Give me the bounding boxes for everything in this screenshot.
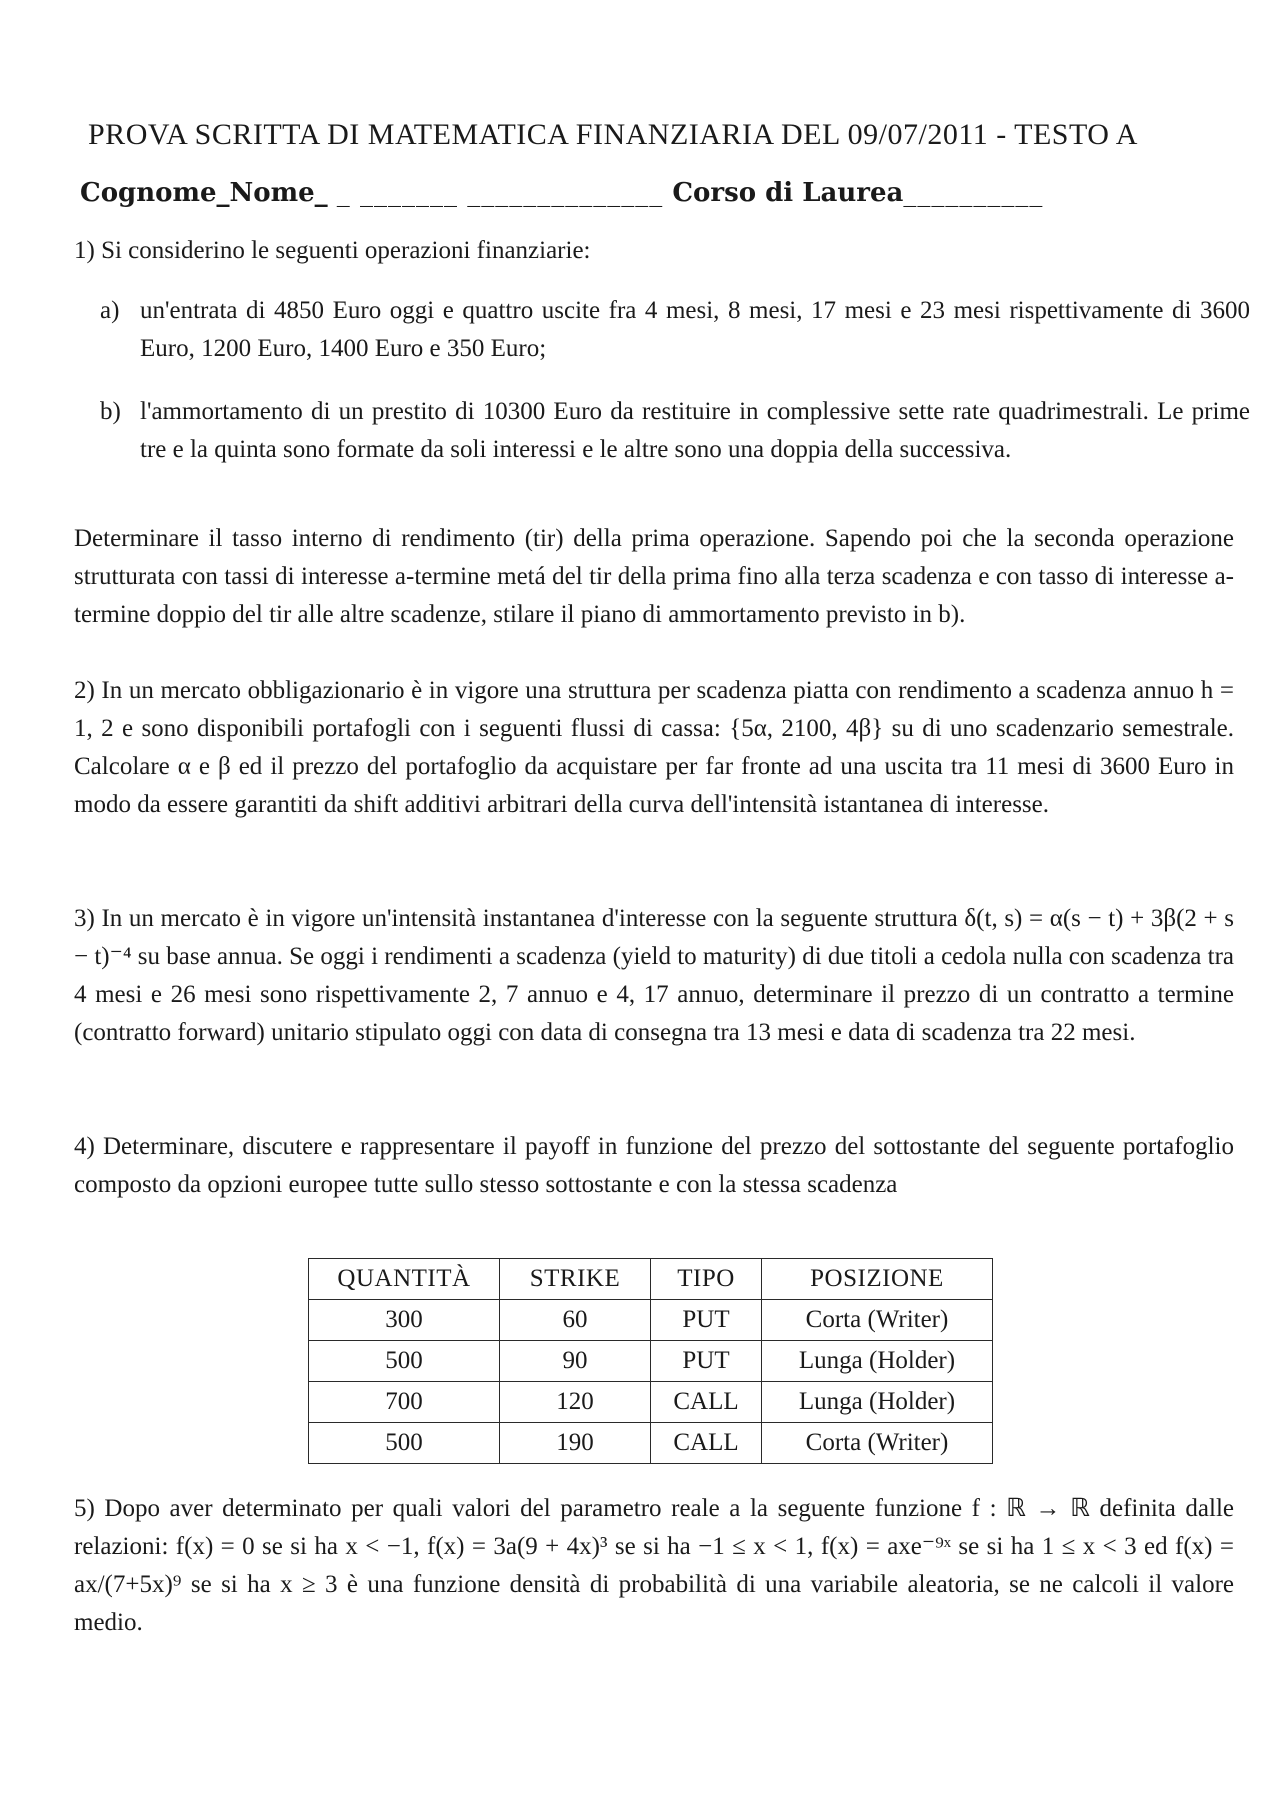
table-row [309, 1382, 993, 1423]
q4-text: 4) Determinare, discutere e rappresentare il payoff in funzione del prezzo del sottostante del seguente portafoglio composto da opzioni europee tutte sullo stesso sottostante e con la stessa scadenza [74, 1133, 1234, 1198]
cell-quantity: 500 [309, 1341, 500, 1382]
options-table [308, 1258, 993, 1464]
course-blank: __________ [903, 178, 1044, 208]
q1-item-a [100, 292, 1250, 368]
header-strike: STRIKE [500, 1259, 651, 1300]
header-type: TIPO [651, 1259, 762, 1300]
q1-intro: 1) Si considerino le seguenti operazioni finanziarie: [74, 237, 591, 264]
q2-text: 2) In un mercato obbligazionario è in vigore una struttura per scadenza piatta con rendimento a scadenza annuo h = 1, 2 e sono disponibili portafogli con i seguenti flussi di cassa: {5α, 2100, 4β} su di uno scadenzario semestrale. Calcolare α e β ed il prezzo del portafoglio da acquistare per far fronte ad una uscita tra 11 mesi di 3600 Euro in modo da essere garantiti da shift additivi arbitrari della curva dell'intensità istantanea di interesse. [74, 677, 1234, 818]
q1-body: Determinare il tasso interno di rendimento (tir) della prima operazione. Sapendo poi che la seconda operazione strutturata con tassi di interesse a-termine metá del tir della prima fino alla terza scadenza e con tasso di interesse a-termine doppio del tir alle altre scadenze, stilare il piano di ammortamento previsto in b). [74, 525, 1234, 628]
name-blank: _ _______ ______________ [336, 178, 664, 208]
q1-b-label: b) [100, 398, 121, 425]
q1-item-b [100, 393, 1250, 469]
name-label: Cognome_Nome_ [80, 178, 328, 208]
q3-text: 3) In un mercato è in vigore un'intensità instantanea d'interesse con la seguente struttura δ(t, s) = α(s − t) + 3β(2 + s − t)⁻⁴ su base annua. Se oggi i rendimenti a scadenza (yield to maturity) di due titoli a cedola nulla con scadenza tra 4 mesi e 26 mesi sono rispettivamente 2, 7 annuo e 4, 17 annuo, determinare il prezzo di un contratto a termine (contratto forward) unitario stipulato oggi con data di consegna tra 13 mesi e data di scadenza tra 22 mesi. [74, 905, 1234, 1046]
q1-b-text: l'ammortamento di un prestito di 10300 Euro da restituire in complessive sette rate quadrimestrali. Le prime tre e la quinta sono formate da soli interessi e le altre sono una doppia della successiva. [140, 398, 1250, 463]
table-row [309, 1423, 993, 1464]
cell-type: PUT [651, 1341, 762, 1382]
cell-strike: 60 [500, 1300, 651, 1341]
table-row [309, 1341, 993, 1382]
header-quantity: QUANTITÀ [309, 1259, 500, 1300]
cell-strike: 190 [500, 1423, 651, 1464]
cell-quantity: 500 [309, 1423, 500, 1464]
cell-strike: 120 [500, 1382, 651, 1423]
cell-position: Corta (Writer) [762, 1300, 993, 1341]
cell-quantity: 300 [309, 1300, 500, 1341]
cell-type: CALL [651, 1423, 762, 1464]
options-table-wrap [308, 1258, 993, 1464]
table-header-row [309, 1259, 993, 1300]
cell-position: Lunga (Holder) [762, 1382, 993, 1423]
cell-strike: 90 [500, 1341, 651, 1382]
cell-position: Lunga (Holder) [762, 1341, 993, 1382]
table-row [309, 1300, 993, 1341]
cell-type: CALL [651, 1382, 762, 1423]
q5-text: 5) Dopo aver determinato per quali valori del parametro reale a la seguente funzione f : ℝ → ℝ definita dalle relazioni: f(x) = 0 se si ha x < −1, f(x) = 3a(9 + 4x)³ se si ha −1 ≤ x < 1, f(x) = axe⁻⁹ˣ se si ha 1 ≤ x < 3 ed f(x) = ax/(7+5x)⁹ se si ha x ≥ 3 è una funzione densità di probabilità di una variabile aleatoria, se ne calcoli il valore medio. [74, 1495, 1234, 1636]
cell-quantity: 700 [309, 1382, 500, 1423]
cell-position: Corta (Writer) [762, 1423, 993, 1464]
q1-a-label: a) [100, 297, 120, 324]
student-header [80, 178, 1230, 208]
course-label: Corso di Laurea [672, 178, 904, 208]
header-position: POSIZIONE [762, 1259, 993, 1300]
q1-a-text: un'entrata di 4850 Euro oggi e quattro uscite fra 4 mesi, 8 mesi, 17 mesi e 23 mesi rispettivamente di 3600 Euro, 1200 Euro, 1400 Euro e 350 Euro; [140, 297, 1250, 362]
cell-type: PUT [651, 1300, 762, 1341]
exam-title: PROVA SCRITTA DI MATEMATICA FINANZIARIA DEL 09/07/2011 - TESTO A [88, 118, 1138, 151]
